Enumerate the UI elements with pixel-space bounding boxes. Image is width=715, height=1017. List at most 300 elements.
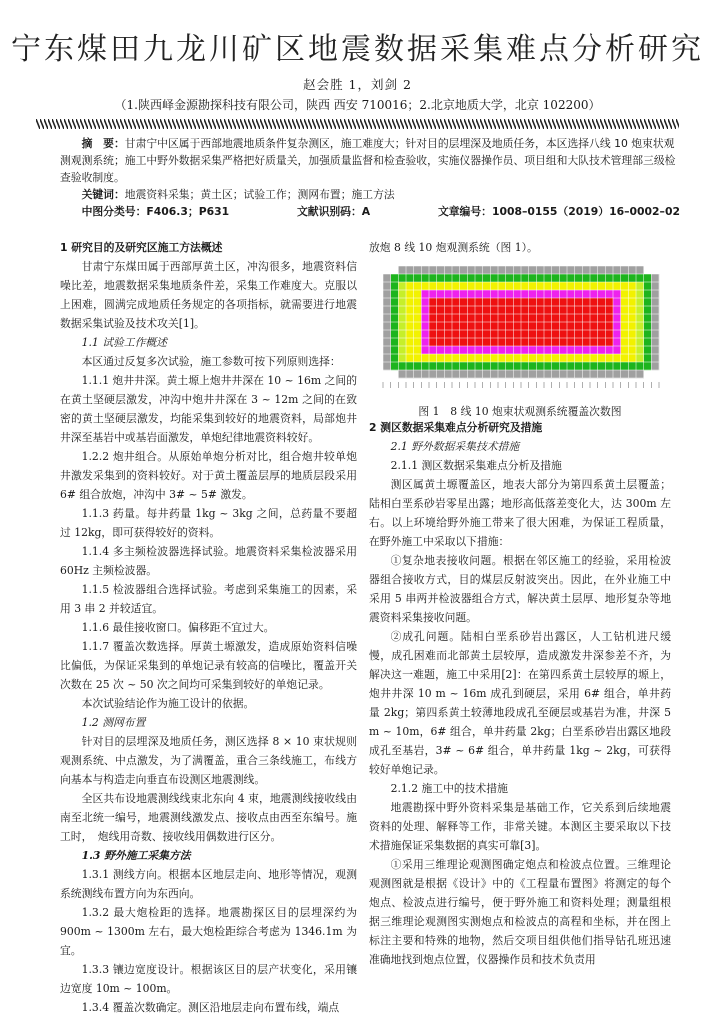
coverage-cell [506, 370, 514, 378]
coverage-cell [521, 346, 529, 354]
coverage-cell [513, 274, 521, 282]
coverage-cell [621, 370, 629, 378]
coverage-cell [421, 362, 429, 370]
coverage-cell [498, 322, 506, 330]
clc-value: F406.3；P631 [146, 205, 230, 218]
coverage-cell [437, 346, 445, 354]
coverage-cell [421, 266, 429, 274]
coverage-cell [467, 314, 475, 322]
coverage-cell [475, 330, 483, 338]
coverage-cell [636, 266, 644, 274]
coverage-cell [559, 322, 567, 330]
coverage-cell [406, 322, 414, 330]
coverage-cell [636, 314, 644, 322]
coverage-cell [452, 322, 460, 330]
coverage-cell [437, 370, 445, 378]
paragraph: ①采用三维理论观测图确定炮点和检波点位置。三维理论观测图就是根据《设计》中的《工程量布置图》将测定的每个炮点、检波点进行编号，便于野外施工和资料处理；测量组根据三维理论观测图实测炮点和检波点的高程和坐标，并在图上标注主要和特殊的地物，然后交项目组供他们指导钻孔班迅速准确地找到炮点位置，仪器操作员和技术负责用 [369, 858, 671, 966]
coverage-cell [582, 330, 590, 338]
coverage-cell [521, 306, 529, 314]
coverage-cell [644, 322, 652, 330]
coverage-cell [590, 346, 598, 354]
coverage-cell [414, 338, 422, 346]
doc-code [297, 203, 370, 220]
coverage-cell [605, 266, 613, 274]
coverage-cell [636, 370, 644, 378]
coverage-cell [513, 338, 521, 346]
coverage-cell [529, 330, 537, 338]
coverage-cell [383, 330, 391, 338]
coverage-cell [475, 354, 483, 362]
coverage-cell [460, 282, 468, 290]
coverage-cell [590, 306, 598, 314]
header-separator [36, 119, 679, 129]
coverage-cell [536, 282, 544, 290]
coverage-cell [613, 298, 621, 306]
coverage-cell [437, 354, 445, 362]
coverage-cell [498, 274, 506, 282]
coverage-cell [582, 346, 590, 354]
coverage-cell [498, 370, 506, 378]
coverage-cell [444, 298, 452, 306]
coverage-cell [398, 370, 406, 378]
coverage-cell [567, 274, 575, 282]
paragraph: 1.3.3 镶边宽度设计。根据该区目的层产状变化，采用镶边宽度 10m ~ 100m。 [60, 963, 357, 995]
coverage-cell [483, 274, 491, 282]
paragraph: 1.1.5 检波器组合选择试验。考虑到采集施工的因素，采用 3 串 2 并较适宜。 [60, 583, 357, 615]
coverage-cell [483, 362, 491, 370]
coverage-cell [498, 266, 506, 274]
coverage-cell [567, 338, 575, 346]
coverage-cell [621, 290, 629, 298]
coverage-cell [582, 362, 590, 370]
coverage-cell [483, 298, 491, 306]
coverage-cell [536, 362, 544, 370]
coverage-cell [421, 290, 429, 298]
coverage-cell [575, 274, 583, 282]
coverage-cell [475, 306, 483, 314]
coverage-cell [644, 290, 652, 298]
coverage-cell [621, 298, 629, 306]
coverage-cell [483, 338, 491, 346]
coverage-cell [644, 314, 652, 322]
coverage-cell [567, 354, 575, 362]
coverage-cell [567, 322, 575, 330]
coverage-cell [575, 322, 583, 330]
coverage-cell [621, 274, 629, 282]
coverage-cell [605, 330, 613, 338]
coverage-cell [421, 370, 429, 378]
coverage-cell [644, 354, 652, 362]
coverage-cell [398, 322, 406, 330]
coverage-cell [575, 266, 583, 274]
coverage-cell [590, 338, 598, 346]
coverage-cell [490, 266, 498, 274]
coverage-cell [467, 274, 475, 282]
coverage-cell [513, 290, 521, 298]
coverage-cell [506, 354, 514, 362]
coverage-cell [483, 322, 491, 330]
article-no [438, 203, 680, 220]
coverage-cell [406, 330, 414, 338]
coverage-cell [483, 282, 491, 290]
coverage-cell [628, 274, 636, 282]
coverage-cell [506, 282, 514, 290]
coverage-cell [621, 346, 629, 354]
coverage-cell [544, 298, 552, 306]
paragraph: 测区属黄土塬覆盖区，地表大部分为第四系黄土层覆盖；陆相白垩系砂岩零星出露；地形高低落差变化大，达 300m 左右。以上环境给野外施工带来了很大困难，为保证工程质量，在野外施工中采取以下措施： [369, 478, 671, 548]
keywords [60, 186, 680, 203]
coverage-cell [544, 282, 552, 290]
coverage-cell [506, 322, 514, 330]
left-column [60, 238, 357, 1017]
coverage-cell [598, 370, 606, 378]
coverage-cell [559, 298, 567, 306]
coverage-cell [651, 274, 659, 282]
coverage-cell [621, 354, 629, 362]
coverage-cell [621, 266, 629, 274]
coverage-cell [429, 290, 437, 298]
coverage-cell [452, 290, 460, 298]
coverage-cell [398, 314, 406, 322]
coverage-cell [536, 354, 544, 362]
coverage-cell [559, 330, 567, 338]
coverage-cell [444, 306, 452, 314]
coverage-cell [651, 362, 659, 370]
coverage-cell [391, 314, 399, 322]
coverage-cell [567, 306, 575, 314]
coverage-cell [513, 362, 521, 370]
coverage-cell [598, 290, 606, 298]
coverage-cell [498, 346, 506, 354]
coverage-cell [582, 338, 590, 346]
coverage-cell [644, 298, 652, 306]
coverage-cell [590, 322, 598, 330]
coverage-cell [437, 282, 445, 290]
coverage-cell [398, 266, 406, 274]
coverage-cell [391, 322, 399, 330]
coverage-cell [475, 314, 483, 322]
coverage-cell [651, 298, 659, 306]
coverage-cell [383, 322, 391, 330]
coverage-cell [559, 314, 567, 322]
coverage-cell [552, 266, 560, 274]
paragraph: 本次试验结论作为施工设计的依据。 [81, 697, 255, 710]
coverage-cell [628, 306, 636, 314]
coverage-cell [575, 370, 583, 378]
affiliation: （1.陕西峄金源勘探科技有限公司，陕西 西安 710016；2.北京地质大学，北京 102200） [114, 98, 601, 112]
coverage-cell [567, 266, 575, 274]
coverage-cell [544, 354, 552, 362]
coverage-cell [575, 362, 583, 370]
coverage-cell [582, 282, 590, 290]
coverage-cell [475, 370, 483, 378]
coverage-cell [444, 274, 452, 282]
coverage-cell [651, 346, 659, 354]
coverage-cell [475, 362, 483, 370]
coverage-cell [521, 282, 529, 290]
coverage-cell [475, 274, 483, 282]
coverage-cell [437, 322, 445, 330]
coverage-cell [552, 306, 560, 314]
classification-row [60, 203, 680, 220]
coverage-cell [429, 274, 437, 282]
coverage-cell [406, 354, 414, 362]
coverage-cell [406, 290, 414, 298]
abstract-text: 甘肃宁中区属于西部地震地质条件复杂测区，施工难度大；针对目的层埋深及地质任务，本区选择八线 10 炮束状观测观测系统；施工中野外数据采集严格把好质量关，加强质量监督和检查验收，实施仪器操作员、项目组和大队技术管理部三级检查验收制度。 [60, 137, 676, 184]
coverage-cell [414, 274, 422, 282]
clc-label: 中图分类号： [81, 205, 147, 218]
coverage-cell [521, 274, 529, 282]
coverage-cell [452, 314, 460, 322]
coverage-cell [544, 370, 552, 378]
coverage-cell [483, 354, 491, 362]
coverage-cell [651, 354, 659, 362]
coverage-cell [605, 306, 613, 314]
coverage-cell [590, 274, 598, 282]
coverage-cell [391, 338, 399, 346]
coverage-cell [575, 282, 583, 290]
coverage-cell [391, 346, 399, 354]
coverage-cell [582, 370, 590, 378]
coverage-cell [636, 282, 644, 290]
coverage-cell [582, 306, 590, 314]
coverage-cell [406, 306, 414, 314]
coverage-cell [567, 370, 575, 378]
coverage-cell [644, 274, 652, 282]
coverage-cell [559, 274, 567, 282]
coverage-cell [582, 314, 590, 322]
coverage-cell [475, 298, 483, 306]
coverage-cell [490, 362, 498, 370]
coverage-cell [628, 322, 636, 330]
coverage-cell [544, 338, 552, 346]
coverage-cell [644, 306, 652, 314]
coverage-cell [636, 338, 644, 346]
coverage-cell [582, 322, 590, 330]
coverage-cell [513, 314, 521, 322]
coverage-cell [621, 322, 629, 330]
coverage-cell [460, 370, 468, 378]
coverage-cell [536, 274, 544, 282]
coverage-cell [529, 298, 537, 306]
keywords-label: 关键词： [81, 188, 125, 201]
coverage-cell [498, 290, 506, 298]
coverage-cell [414, 346, 422, 354]
coverage-cell [559, 290, 567, 298]
coverage-cell [444, 354, 452, 362]
coverage-cell [536, 290, 544, 298]
coverage-cell [506, 314, 514, 322]
coverage-cell [406, 370, 414, 378]
coverage-cell [383, 346, 391, 354]
coverage-cell [559, 306, 567, 314]
coverage-cell [644, 346, 652, 354]
coverage-cell [383, 354, 391, 362]
coverage-cell [398, 306, 406, 314]
coverage-cell [590, 330, 598, 338]
coverage-cell [398, 330, 406, 338]
coverage-cell [613, 314, 621, 322]
coverage-cell [559, 282, 567, 290]
coverage-cell [506, 306, 514, 314]
coverage-cell [506, 362, 514, 370]
coverage-cell [529, 274, 537, 282]
paragraph: 甘肃宁东煤田属于西部厚黄土区，冲沟很多，地震资料信噪比差，地震数据采集地质条件差，采集工作难度大。克服以上困难，圆满完成地质任务规定的各项指标，就需要进行地震数据采集试验及技术攻关[1]。 [60, 260, 357, 330]
coverage-cell [544, 314, 552, 322]
figure-caption: 图 1 8 线 10 炮束状观测系统覆盖次数图 [418, 405, 622, 418]
coverage-cell [567, 346, 575, 354]
coverage-cell [529, 354, 537, 362]
paragraph: ①复杂地表接收问题。根据在邻区施工的经验，采用检波器组合接收方式，目的煤层反射波突出。因此，在外业施工中采用 5 串两并检波器组合方式，解决黄土层厚、地形复杂等地震资料采集接收问题。 [369, 554, 671, 624]
coverage-cell [398, 298, 406, 306]
coverage-cell [605, 322, 613, 330]
coverage-cell [498, 362, 506, 370]
coverage-cell [598, 362, 606, 370]
coverage-cell [437, 274, 445, 282]
coverage-cell [605, 314, 613, 322]
coverage-cell [590, 290, 598, 298]
coverage-cell [636, 346, 644, 354]
coverage-cell [567, 330, 575, 338]
coverage-cell [429, 370, 437, 378]
coverage-cell [406, 282, 414, 290]
coverage-cell [475, 290, 483, 298]
coverage-cell [414, 298, 422, 306]
coverage-cell [552, 338, 560, 346]
coverage-cell [391, 290, 399, 298]
coverage-cell [575, 354, 583, 362]
coverage-cell [444, 266, 452, 274]
coverage-cell [536, 346, 544, 354]
coverage-cell [651, 330, 659, 338]
section-heading: 1.1 试验工作概述 [81, 336, 167, 349]
coverage-cell [406, 314, 414, 322]
paragraph: 1.3.1 测线方向。根据本区地层走向、地形等情况，观测系统测线布置方向为东西向。 [60, 868, 357, 900]
coverage-cell [444, 346, 452, 354]
coverage-cell [429, 314, 437, 322]
coverage-cell [598, 330, 606, 338]
coverage-cell [483, 346, 491, 354]
coverage-cell [636, 330, 644, 338]
coverage-cell [582, 266, 590, 274]
coverage-cell [467, 346, 475, 354]
coverage-cell [398, 282, 406, 290]
coverage-cell [498, 298, 506, 306]
coverage-cell [613, 362, 621, 370]
coverage-cell [552, 298, 560, 306]
coverage-cell [613, 346, 621, 354]
coverage-cell [598, 266, 606, 274]
coverage-cell [613, 274, 621, 282]
coverage-cell [590, 370, 598, 378]
coverage-cell [605, 298, 613, 306]
coverage-cell [498, 330, 506, 338]
coverage-cell [406, 274, 414, 282]
coverage-cell [444, 282, 452, 290]
coverage-cell [452, 362, 460, 370]
coverage-cell [460, 298, 468, 306]
coverage-cell [452, 354, 460, 362]
coverage-cell [421, 314, 429, 322]
coverage-cell [513, 282, 521, 290]
coverage-cell [467, 354, 475, 362]
coverage-cell [651, 338, 659, 346]
coverage-cell [575, 338, 583, 346]
coverage-cell [605, 354, 613, 362]
coverage-cell [506, 274, 514, 282]
coverage-cell [513, 266, 521, 274]
coverage-cell [536, 266, 544, 274]
coverage-cell [521, 298, 529, 306]
paragraph: 1.1.3 药量。每井药量 1kg ~ 3kg 之间，总药量不要超过 12kg，即可获得较好的资料。 [60, 507, 357, 539]
coverage-cell [475, 346, 483, 354]
coverage-cell [437, 306, 445, 314]
coverage-cell [467, 370, 475, 378]
authors: 赵会胜 1，刘剑 2 [303, 77, 412, 92]
coverage-cell [628, 282, 636, 290]
coverage-cell [598, 314, 606, 322]
coverage-cell [644, 362, 652, 370]
coverage-cell [567, 290, 575, 298]
coverage-cell [536, 314, 544, 322]
coverage-cell [460, 354, 468, 362]
coverage-cell [429, 266, 437, 274]
coverage-cell [467, 282, 475, 290]
coverage-cell [536, 330, 544, 338]
coverage-cell [490, 322, 498, 330]
coverage-cell [628, 266, 636, 274]
coverage-cell [621, 282, 629, 290]
coverage-cell [636, 306, 644, 314]
coverage-cell [529, 306, 537, 314]
coverage-cell [460, 290, 468, 298]
coverage-cell [575, 298, 583, 306]
coverage-cell [421, 330, 429, 338]
coverage-cell [628, 370, 636, 378]
coverage-cell [536, 306, 544, 314]
coverage-cell [421, 298, 429, 306]
coverage-cell [613, 338, 621, 346]
coverage-cell [598, 338, 606, 346]
section-heading: 1 研究目的及研究区施工方法概述 [60, 241, 223, 254]
coverage-cell [613, 282, 621, 290]
coverage-cell [506, 266, 514, 274]
coverage-cell [651, 290, 659, 298]
coverage-cell [552, 330, 560, 338]
coverage-cell [544, 274, 552, 282]
art-label: 文章编号： [437, 205, 492, 218]
coverage-cell [529, 370, 537, 378]
paragraph: 本区通过反复多次试验，施工参数可按下列原则选择： [81, 355, 341, 368]
coverage-cell [452, 338, 460, 346]
coverage-cell [406, 346, 414, 354]
coverage-cell [575, 306, 583, 314]
coverage-cell [467, 266, 475, 274]
coverage-cell [521, 290, 529, 298]
coverage-cell [452, 282, 460, 290]
keywords-text: 地震资料采集；黄土区；试验工作；测网布置；施工方法 [124, 188, 395, 201]
coverage-cell [429, 282, 437, 290]
coverage-cell [521, 338, 529, 346]
coverage-cell [490, 338, 498, 346]
coverage-cell [544, 362, 552, 370]
coverage-cell [452, 330, 460, 338]
doc-value: A [361, 205, 371, 218]
coverage-cell [429, 354, 437, 362]
coverage-cell [398, 362, 406, 370]
coverage-cell [575, 330, 583, 338]
coverage-cell [383, 362, 391, 370]
